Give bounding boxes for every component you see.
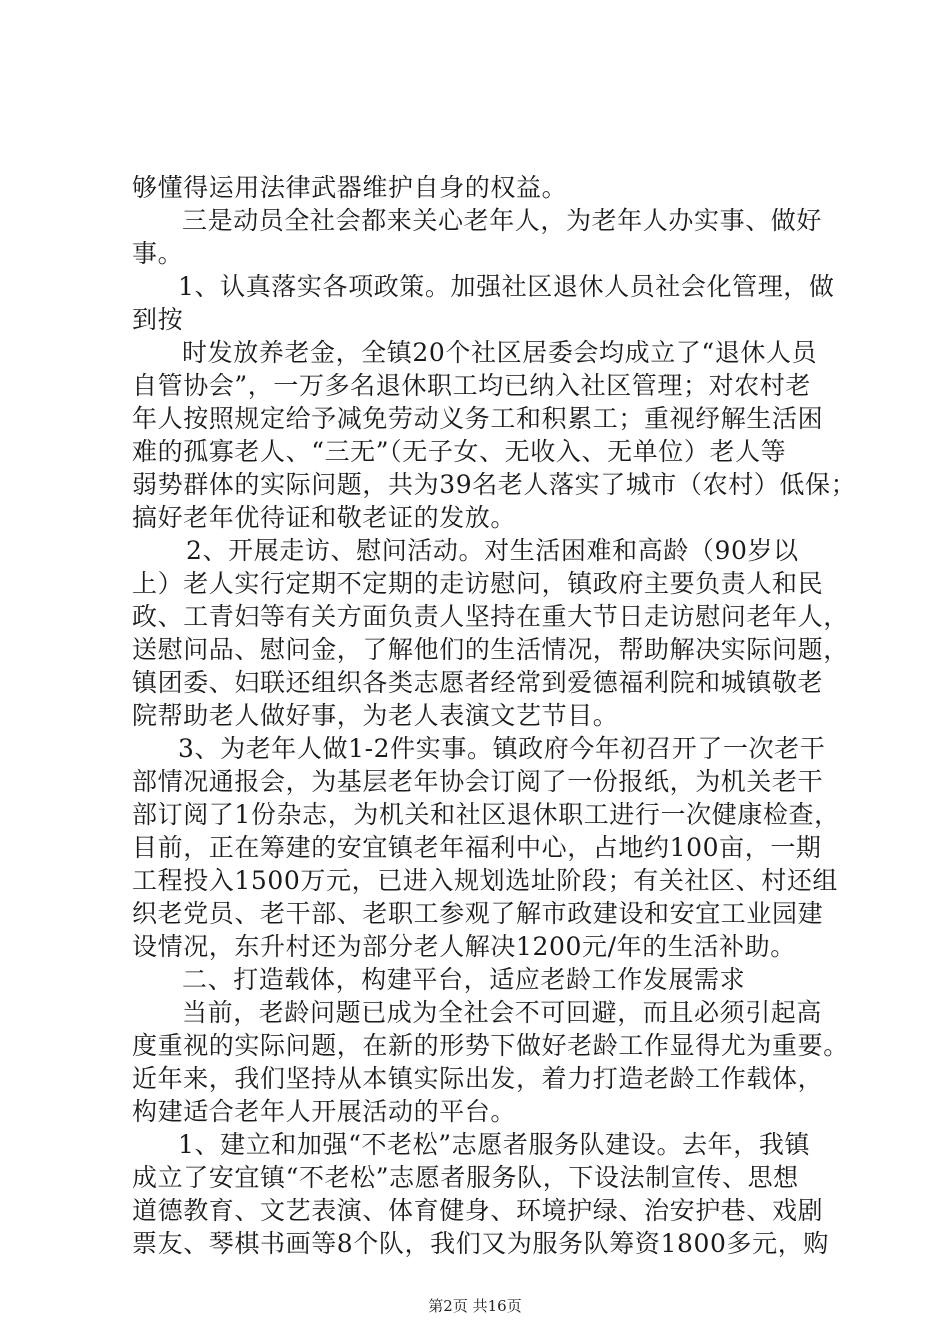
text-line: 部情况通报会，为基层老年协会订阅了一份报纸，为机关老干 — [132, 767, 824, 796]
text-line: 搞好老年优待证和敬老证的发放。 — [132, 503, 517, 532]
text-line: 年人按照规定给予减免劳动义务工和积累工；重视纾解生活困 — [132, 404, 824, 433]
page-number-footer: 第2页 共16页 — [428, 1297, 522, 1315]
text-line: 道德教育、文艺表演、体育健身、环境护绿、治安护巷、戏剧 — [132, 1196, 824, 1225]
text-line: 设情况，东升村还为部分老人解决1200元/年的生活补助。 — [132, 932, 796, 961]
text-line: 工程投入1500万元，已进入规划选址阶段；有关社区、村还组 — [132, 866, 839, 895]
text-line: 1、建立和加强“不老松”志愿者服务队建设。去年，我镇 — [178, 1130, 811, 1159]
text-line: 构建适合老年人开展活动的平台。 — [132, 1097, 517, 1126]
text-line: 镇团委、妇联还组织各类志愿者经常到爱德福利院和城镇敬老 — [132, 668, 824, 697]
text-line: 票友、琴棋书画等8个队，我们又为服务队筹资1800多元，购 — [132, 1229, 829, 1258]
text-line: 部订阅了1份杂志，为机关和社区退休职工进行一次健康检查， — [132, 800, 840, 829]
text-line: 到按 — [132, 305, 184, 334]
text-line: 3、为老年人做1-2件实事。镇政府今年初召开了一次老干 — [178, 734, 826, 763]
text-line: 难的孤寡老人、“三无”（无子女、无收入、无单位）老人等 — [132, 437, 787, 466]
text-line: 弱势群体的实际问题，共为39名老人落实了城市（农村）低保； — [132, 470, 857, 499]
text-line: 2、开展走访、慰问活动。对生活困难和高龄（90岁以 — [186, 536, 799, 565]
text-line: 成立了安宜镇“不老松”志愿者服务队，下设法制宣传、思想 — [132, 1163, 799, 1192]
text-line: 够懂得运用法律武器维护自身的权益。 — [132, 173, 568, 202]
text-line: 三是动员全社会都来关心老年人，为老年人办实事、做好 — [182, 206, 823, 235]
text-line: 送慰问品、慰问金，了解他们的生活情况，帮助解决实际问题， — [132, 635, 849, 664]
text-line: 事。 — [132, 239, 184, 268]
text-line: 1、认真落实各项政策。加强社区退休人员社会化管理，做 — [178, 272, 835, 301]
text-line: 政、工青妇等有关方面负责人坚持在重大节日走访慰问老年人， — [132, 602, 849, 631]
text-line: 目前，正在筹建的安宜镇老年福利中心，占地约100亩，一期 — [132, 833, 822, 862]
text-line: 上）老人实行定期不定期的走访慰问，镇政府主要负责人和民 — [132, 569, 824, 598]
text-line: 当前，老龄问题已成为全社会不可回避，而且必须引起高 — [182, 998, 823, 1027]
text-line: 院帮助老人做好事，为老人表演文艺节目。 — [132, 701, 619, 730]
text-line: 织老党员、老干部、老职工参观了解市政建设和安宜工业园建 — [132, 899, 824, 928]
text-line: 度重视的实际问题，在新的形势下做好老龄工作显得尤为重要。 — [132, 1031, 849, 1060]
section-heading: 二、打造载体，构建平台，适应老龄工作发展需求 — [182, 965, 746, 994]
text-line: 时发放养老金，全镇20个社区居委会均成立了“退休人员 — [182, 338, 818, 367]
text-line: 近年来，我们坚持从本镇实际出发，着力打造老龄工作载体， — [132, 1064, 824, 1093]
text-line: 自管协会”，一万多名退休职工均已纳入社区管理；对农村老 — [132, 371, 811, 400]
